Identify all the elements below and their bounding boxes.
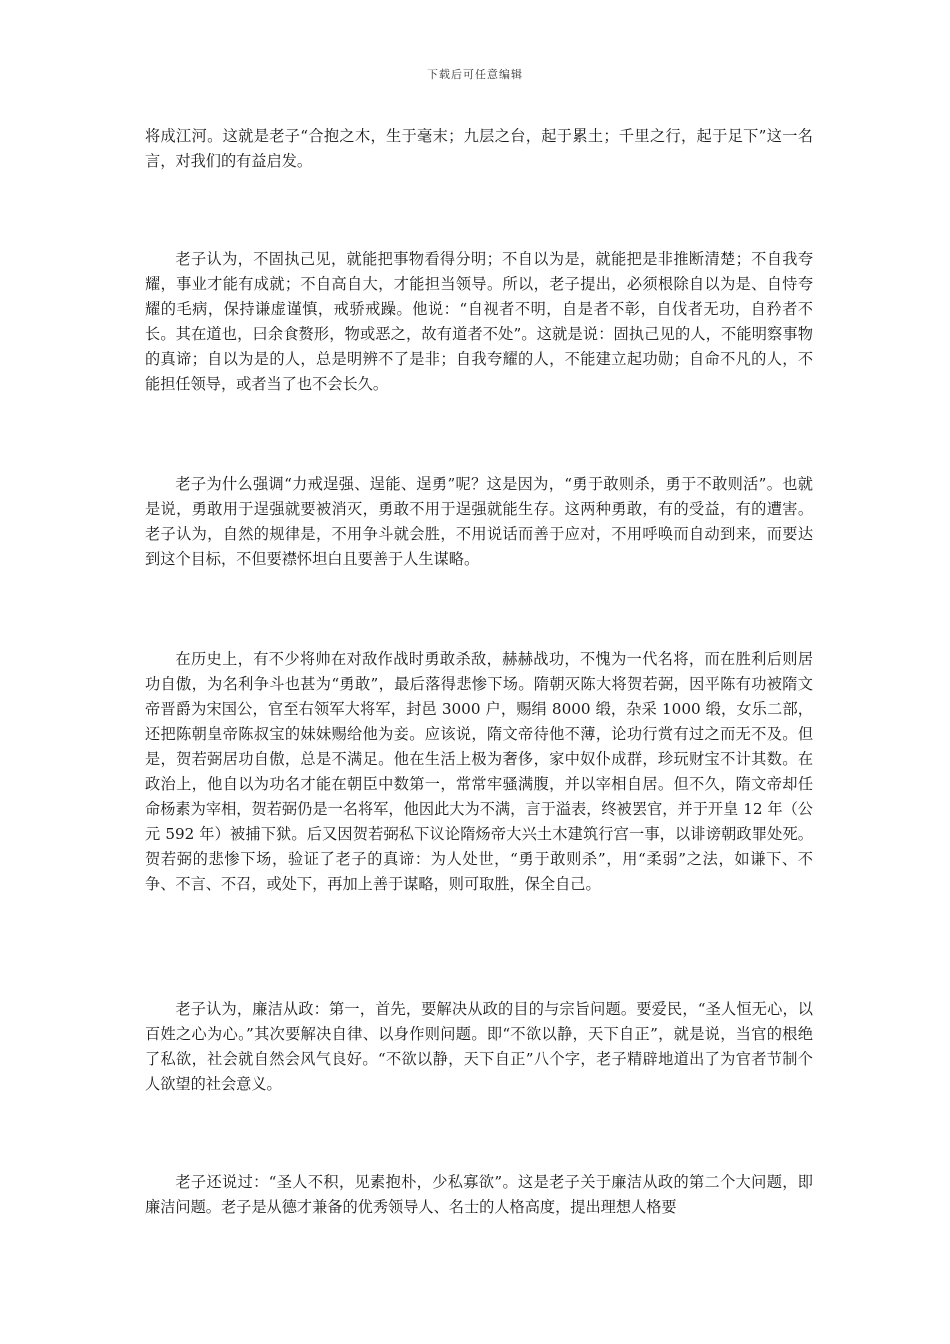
paragraph-1: 将成江河。这就是老子“合抱之木，生于毫末；九层之台，起于累土；千里之行，起于足下”这一名言，对我们的有益启发。: [145, 127, 813, 170]
paragraph-5: 老子认为，廉洁从政：第一，首先，要解决从政的目的与宗旨问题。要爱民，“圣人恒无心，以百姓之心为心。”其次要解决自律、以身作则问题。即“不欲以静，天下自正”，就是说，当官的根绝了私欲，社会就自然会风气良好。“不欲以静，天下自正”八个字，老子精辟地道出了为官者节制个人欲望的社会意义。: [145, 1000, 813, 1093]
page-header: 下载后可任意编辑: [427, 68, 523, 81]
paragraph-4: 在历史上，有不少将帅在对敌作战时勇敢杀敌，赫赫战功，不愧为一代名将，而在胜利后则居功自傲，为名利争斗也甚为“勇敢”，最后落得悲惨下场。隋朝灭陈大将贺若弼，因平陈有功被隋文帝晋爵为宋国公，官至右领军大将军，封邑 3000 户，赐绢 8000 缎，杂采 1000 缎，女乐二部，还把陈朝皇帝陈叔宝的妹妹赐给他为妾。应该说，隋文帝待他不薄，论功行赏有过之而无不及。但是，贺若弼居功自傲，总是不满足。他在生活上极为奢侈，家中奴仆成群，珍玩财宝不计其数。在政治上，他自以为功名才能在朝臣中数第一，常常牢骚满腹，并以宰相自居。但不久，隋文帝却任命杨素为宰相，贺若弼仍是一名将军，他因此大为不满，言于溢表，终被罢官，并于开皇 12 年（公元 592 年）被捕下狱。后又因贺若弼私下议论隋炀帝大兴土木建筑行宫一事，以诽谤朝政罪处死。贺若弼的悲惨下场，验证了老子的真谛：为人处世，“勇于敢则杀”，用“柔弱”之法，如谦下、不争、不言、不召，或处下，再加上善于谋略，则可取胜，保全自己。: [145, 650, 813, 893]
paragraph-3: 老子为什么强调“力戒逞强、逞能、逞勇”呢？这是因为，“勇于敢则杀，勇于不敢则活”。也就是说，勇敢用于逞强就要被消灭，勇敢不用于逞强就能生存。这两种勇敢，有的受益，有的遭害。老子认为，自然的规律是，不用争斗就会胜，不用说话而善于应对，不用呼唤而自动到来，而要达到这个目标，不但要襟怀坦白且要善于人生谋略。: [145, 475, 813, 568]
paragraph-2: 老子认为，不固执己见，就能把事物看得分明；不自以为是，就能把是非推断清楚；不自我夸耀，事业才能有成就；不自高自大，才能担当领导。所以，老子提出，必须根除自以为是、自恃夸耀的毛病，保持谦虚谨慎，戒骄戒躁。他说：“自视者不明，自是者不彰，自伐者无功，自矜者不长。其在道也，曰余食赘形，物或恶之，故有道者不处”。这就是说：固执己见的人，不能明察事物的真谛；自以为是的人，总是明辨不了是非；自我夸耀的人，不能建立起功勋；自命不凡的人，不能担任领导，或者当了也不会长久。: [145, 250, 813, 393]
paragraph-6: 老子还说过：“圣人不积，见素抱朴，少私寡欲”。这是老子关于廉洁从政的第二个大问题，即廉洁问题。老子是从德才兼备的优秀领导人、名士的人格高度，提出理想人格要: [145, 1173, 813, 1216]
